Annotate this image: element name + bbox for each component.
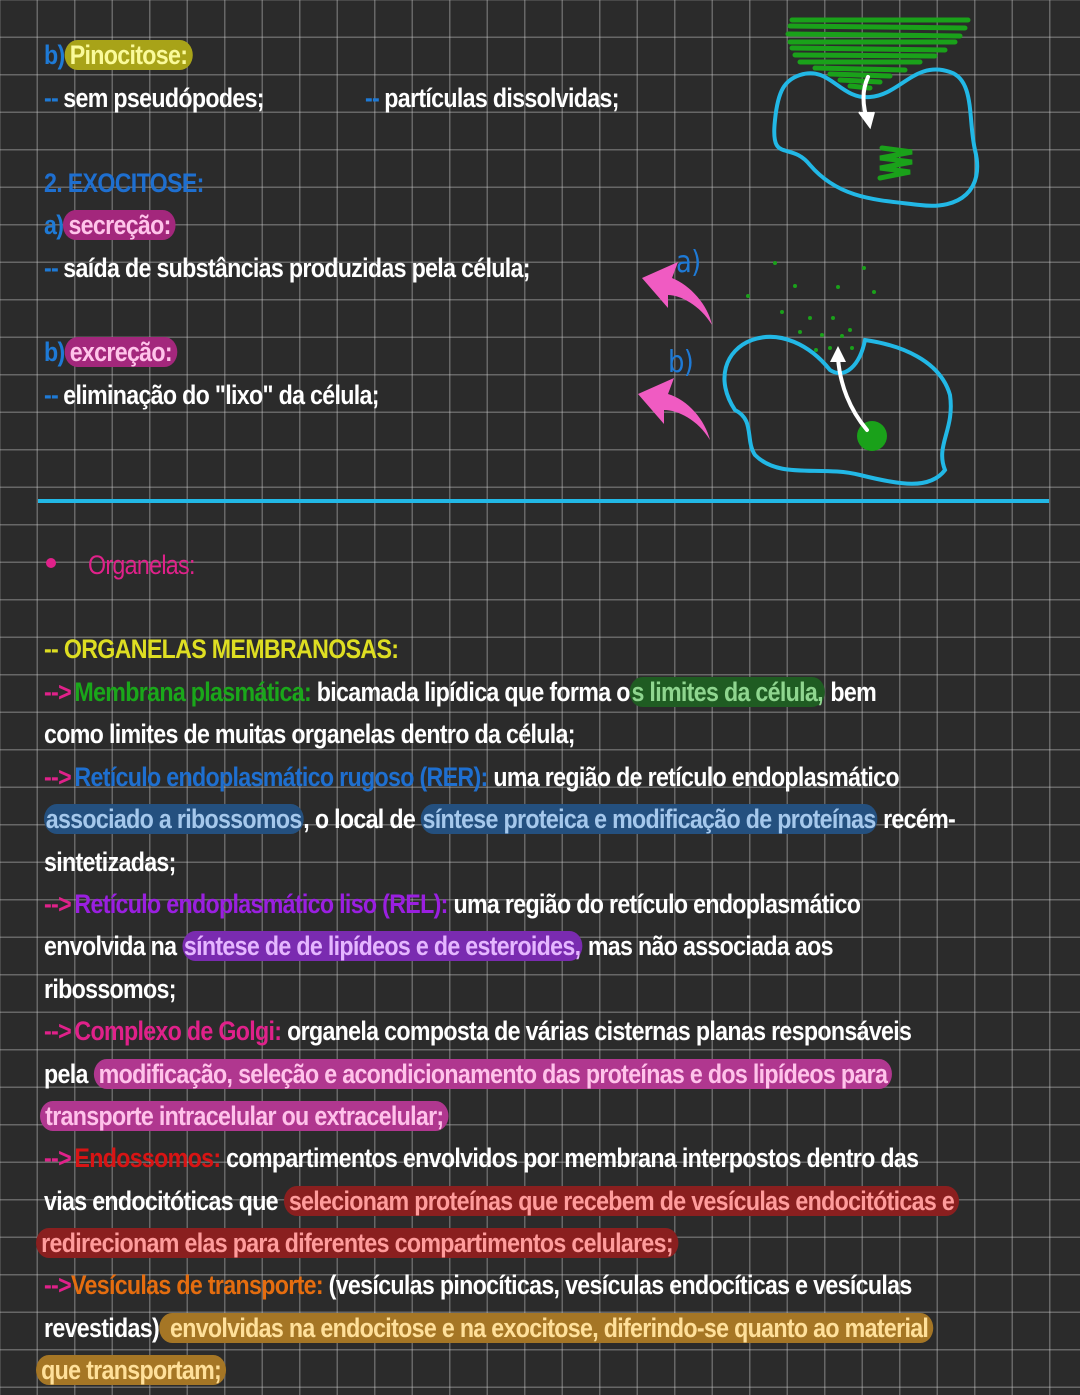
arrow-marker: --> <box>44 889 71 919</box>
arrow-marker: --> <box>44 1016 71 1046</box>
endossomos-line-1 <box>44 1141 918 1175</box>
excrecao-heading <box>44 335 177 369</box>
dash-marker: -- <box>44 380 59 410</box>
rer-line-1 <box>44 760 899 794</box>
secrecao-item <box>44 251 530 285</box>
text: uma região de retículo endoplasmático <box>487 762 899 792</box>
bullet-icon <box>46 558 56 568</box>
arrow-marker: --> <box>44 1270 71 1300</box>
section-divider <box>38 499 1049 503</box>
text: pela <box>44 1059 94 1089</box>
vesiculas-line-2 <box>44 1311 933 1345</box>
excrecao-label: excreção: <box>65 337 178 367</box>
term-vesiculas: Vesículas de transporte: <box>70 1270 323 1300</box>
arrow-marker: --> <box>44 677 71 707</box>
membrana-line-2: como limites de muitas organelas dentro da célula; <box>44 719 575 749</box>
arrow-marker: --> <box>44 762 71 792</box>
rel-line-3: ribossomos; <box>44 974 176 1004</box>
secrecao-heading <box>44 208 176 242</box>
endossomos-line-3 <box>36 1226 678 1260</box>
vesiculas-line-1 <box>44 1268 912 1302</box>
term-rel: Retículo endoplasmático liso (REL): <box>74 889 448 919</box>
text: recém- <box>877 804 956 834</box>
excrecao-item <box>44 378 379 412</box>
text: envolvida na <box>44 931 183 961</box>
highlight-vesiculas-1: envolvidas na endocitose e na exocitose, diferindo-se quanto ao material <box>159 1313 933 1343</box>
term-golgi: Complexo de Golgi: <box>74 1016 282 1046</box>
pinocitose-item-2 <box>365 81 619 115</box>
highlight-rer-2: síntese proteica e modificação de proteínas <box>422 804 876 834</box>
highlight-rer-1: associado a ribossomos <box>45 804 302 834</box>
highlight-endossomos-1: selecionam proteínas que recebem de vesículas endocitóticas e <box>284 1186 960 1216</box>
arrow-marker: --> <box>44 1143 71 1173</box>
endossomos-line-2 <box>44 1184 959 1218</box>
dash-marker: -- <box>365 83 380 113</box>
golgi-line-2 <box>44 1057 892 1091</box>
text: compartimentos envolvidos por membrana interpostos dentro das <box>220 1143 919 1173</box>
text: revestidas) <box>44 1313 160 1343</box>
term-rer: Retículo endoplasmático rugoso (RER): <box>74 762 488 792</box>
text: mas não associada aos <box>582 931 833 961</box>
highlight-membrana: s limites da célula, <box>631 677 823 707</box>
diagram-label-b: b) <box>668 345 694 380</box>
text: organela composta de várias cisternas planas responsáveis <box>281 1016 912 1046</box>
text: bicamada lipídica que forma o <box>311 677 630 707</box>
pinocitose-prefix: b) <box>44 40 65 70</box>
membranosas-heading: -- ORGANELAS MEMBRANOSAS: <box>44 634 399 664</box>
pinocitose-item-1 <box>44 81 264 115</box>
pink-arrow-b-icon <box>638 378 710 440</box>
secreted-particles <box>746 261 876 364</box>
diagram-label-a: a) <box>676 245 701 280</box>
text: bem <box>824 677 877 707</box>
membrana-line-1 <box>44 675 876 709</box>
golgi-line-1 <box>44 1014 911 1048</box>
secrecao-label: secreção: <box>63 210 176 240</box>
item-text: eliminação do "lixo" da célula; <box>63 380 379 410</box>
rel-line-1 <box>44 887 860 921</box>
excrecao-prefix: b) <box>44 337 65 367</box>
term-membrana: Membrana plasmática: <box>74 677 312 707</box>
dash-marker: -- <box>44 253 59 283</box>
golgi-line-3 <box>40 1099 449 1133</box>
term-endossomos: Endossomos: <box>74 1143 221 1173</box>
highlight-golgi-2: transporte intracelular ou extracelular; <box>40 1101 449 1131</box>
dissolved-particles-scribble <box>788 20 968 178</box>
highlight-rel: síntese de de lipídeos e de esteroides, <box>183 931 581 961</box>
text: , o local de <box>303 804 421 834</box>
organelas-title: Organelas: <box>88 550 195 580</box>
text: uma região do retículo endoplasmático <box>447 889 861 919</box>
item-text: partículas dissolvidas; <box>384 83 619 113</box>
highlight-endossomos-2: redirecionam elas para diferentes compartimentos celulares; <box>36 1228 678 1258</box>
highlight-golgi-1: modificação, seleção e acondicionamento das proteínas e dos lipídeos para <box>93 1059 892 1089</box>
rer-line-3: sintetizadas; <box>44 847 176 877</box>
text: vias endocitóticas que <box>44 1186 284 1216</box>
dash-marker: -- <box>44 83 59 113</box>
item-text: sem pseudópodes; <box>63 83 264 113</box>
text: (vesículas pinocíticas, vesículas endocíticas e vesículas <box>322 1270 912 1300</box>
rer-line-2 <box>44 802 955 836</box>
exocitose-heading: 2. EXOCITOSE: <box>44 168 204 198</box>
pinocitose-label: Pinocitose: <box>65 40 193 70</box>
secrecao-prefix: a) <box>44 210 64 240</box>
cell-diagrams <box>0 0 1080 500</box>
pinocitose-heading <box>44 38 192 72</box>
cell-outline-pinocytosis <box>774 70 977 206</box>
rel-line-2 <box>44 929 833 963</box>
item-text: saída de substâncias produzidas pela célula; <box>63 253 530 283</box>
highlight-vesiculas-2: que transportam; <box>36 1355 226 1385</box>
vesiculas-line-3 <box>36 1353 226 1387</box>
